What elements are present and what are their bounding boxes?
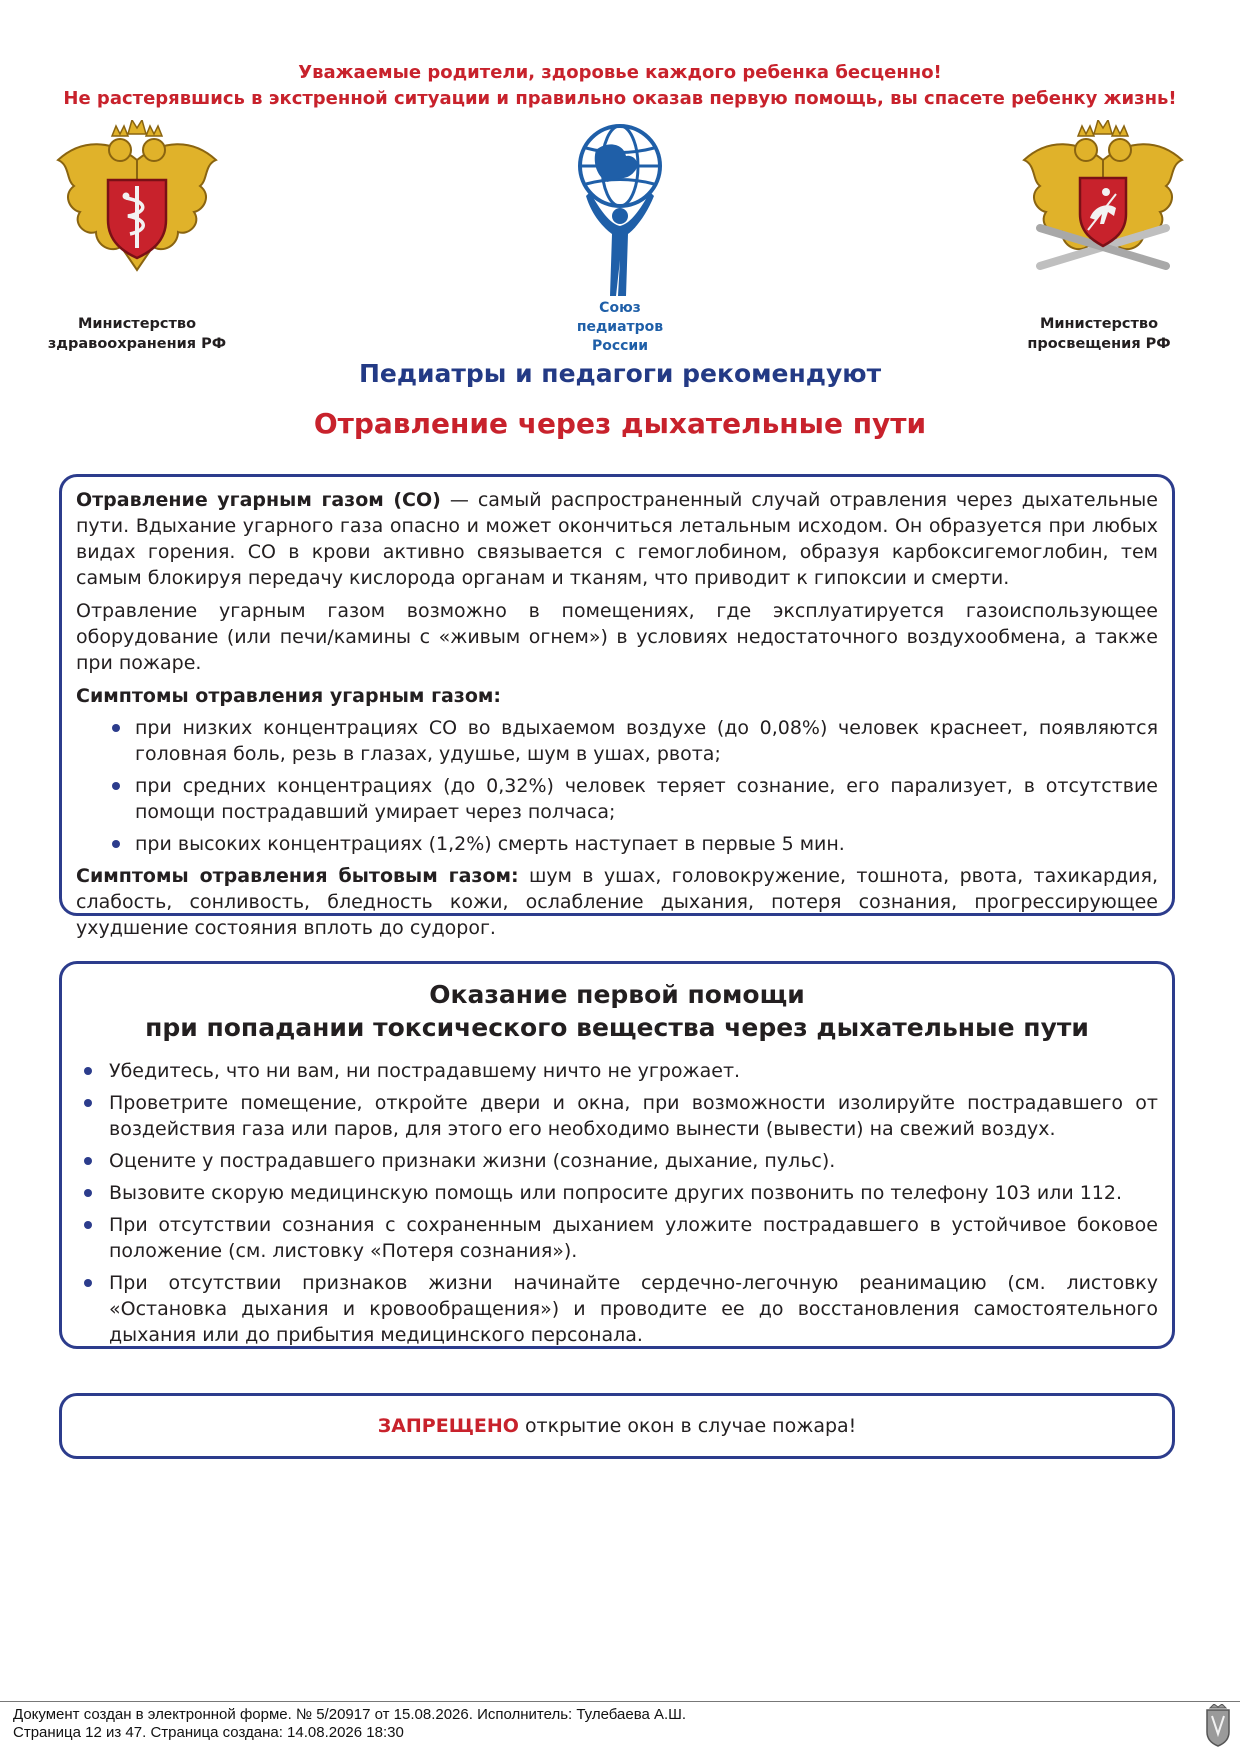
footer-line-1: Документ создан в электронной форме. № 5/20917 от 15.08.2026. Исполнитель: Тулебаева А.Ш. (13, 1706, 687, 1723)
list-item: при средних концентрациях (до 0,32%) человек теряет сознание, его парализует, в отсутствие помощи пострадавший умирает через полчаса; (76, 773, 1158, 825)
subtitle: Педиатры и педагоги рекомендуют (358, 359, 882, 388)
bullet-icon (112, 724, 120, 732)
list-item: При отсутствии сознания с сохраненным дыханием уложите пострадавшего в устойчивое боковое положение (см. листовку «Потеря сознания»). (76, 1212, 1158, 1264)
forbidden-word: ЗАПРЕЩЕНО (377, 1415, 519, 1437)
bullet-icon (112, 782, 120, 790)
household-gas-rest: шум в ушах, головокружение, тошнота, рвота, тахикардия, слабость, сонливость, бледность кожи, ослабление дыхания, потеря сознания, прогрессирующее ухудшение состояния вплоть до судорог. (76, 865, 1158, 939)
right-emblem-label: Министерство просвещения РФ (1027, 316, 1171, 352)
forbidden-notice (62, 1396, 1172, 1456)
union-label: Союз педиатров России (576, 300, 664, 354)
footer-divider (0, 1701, 1240, 1702)
intro-bold: Отравление угарным газом (СО) (76, 489, 441, 511)
saratov-coat-of-arms-icon (1204, 1704, 1232, 1752)
first-aid-title: Оказание первой помощи при попадании токсического вещества через дыхательные пути (145, 980, 1089, 1042)
list-item: Проветрите помещение, откройте двери и окна, при возможности изолируйте пострадавшего от воздействия газа или паров, для этого его необходимо вынести (вывести) на свежий воздух. (76, 1090, 1158, 1142)
bullet-icon (84, 1157, 92, 1165)
bullet-icon (84, 1067, 92, 1075)
list-item: при высоких концентрациях (1,2%) смерть наступает в первые 5 мин. (76, 831, 1158, 857)
household-gas-paragraph (76, 863, 1158, 941)
ministry-of-health-emblem-icon (52, 120, 222, 280)
page-title: Отравление через дыхательные пути (313, 407, 927, 440)
list-item: Оцените у пострадавшего признаки жизни (сознание, дыхание, пульс). (76, 1148, 1158, 1174)
intro-paragraph (76, 487, 1158, 591)
co-symptoms-list (76, 715, 1158, 857)
household-gas-bold: Симптомы отравления бытовым газом: (76, 865, 519, 887)
list-item: Вызовите скорую медицинскую помощь или попросите других позвонить по телефону 103 или 112. (76, 1180, 1158, 1206)
list-item: при низких концентрациях СО во вдыхаемом воздухе (до 0,08%) человек краснеет, появляются головная боль, резь в глазах, удушье, шум в ушах, рвота; (76, 715, 1158, 767)
forbidden-rest: открытие окон в случае пожара! (524, 1415, 857, 1437)
first-aid-box (59, 961, 1175, 1349)
footer-line-2: Страница 12 из 47. Страница создана: 14.08.2026 18:30 (13, 1724, 404, 1741)
left-emblem-label: Министерство здравоохранения РФ (47, 316, 227, 352)
bullet-icon (112, 840, 120, 848)
conditions-paragraph: Отравление угарным газом возможно в помещениях, где эксплуатируется газоиспользующее оборудование (или печи/камины с «живым огнем») в условиях недостаточного воздухообмена, а также при пожаре. (76, 600, 1158, 674)
ministry-of-education-emblem-icon (1018, 120, 1188, 280)
warning-box (59, 1393, 1175, 1459)
bullet-icon (84, 1279, 92, 1287)
list-item: Убедитесь, что ни вам, ни пострадавшему ничто не угрожает. (76, 1058, 1158, 1084)
info-box-co-poisoning (59, 474, 1175, 939)
bullet-icon (84, 1221, 92, 1229)
first-aid-list (76, 1058, 1158, 1348)
greeting-line-2: Не растерявшись в экстренной ситуации и правильно оказав первую помощь, вы спасете ребенку жизнь! (63, 88, 1177, 109)
intro-rest: — самый распространенный случай отравления через дыхательные пути. Вдыхание угарного газа опасно и может окончиться летальным исходом. Он образуется при любых видах горения. СО в крови активно связывается с гемоглобином, образуя карбоксигемоглобин, тем самым блокируя передачу кислорода органам и тканям, что приводит к гипоксии и смерти. (76, 489, 1158, 589)
union-of-pediatricians-logo-icon (568, 120, 672, 298)
bullet-icon (84, 1099, 92, 1107)
co-symptoms-header: Симптомы отравления угарным газом: (76, 685, 502, 707)
greeting-line-1: Уважаемые родители, здоровье каждого ребенка бесценно! (298, 62, 942, 83)
bullet-icon (84, 1189, 92, 1197)
list-item: При отсутствии признаков жизни начинайте сердечно-легочную реанимацию (см. листовку «Остановка дыхания и кровообращения») и проводите ее до восстановления самостоятельного дыхания или до прибытия медицинского персонала. (76, 1270, 1158, 1348)
